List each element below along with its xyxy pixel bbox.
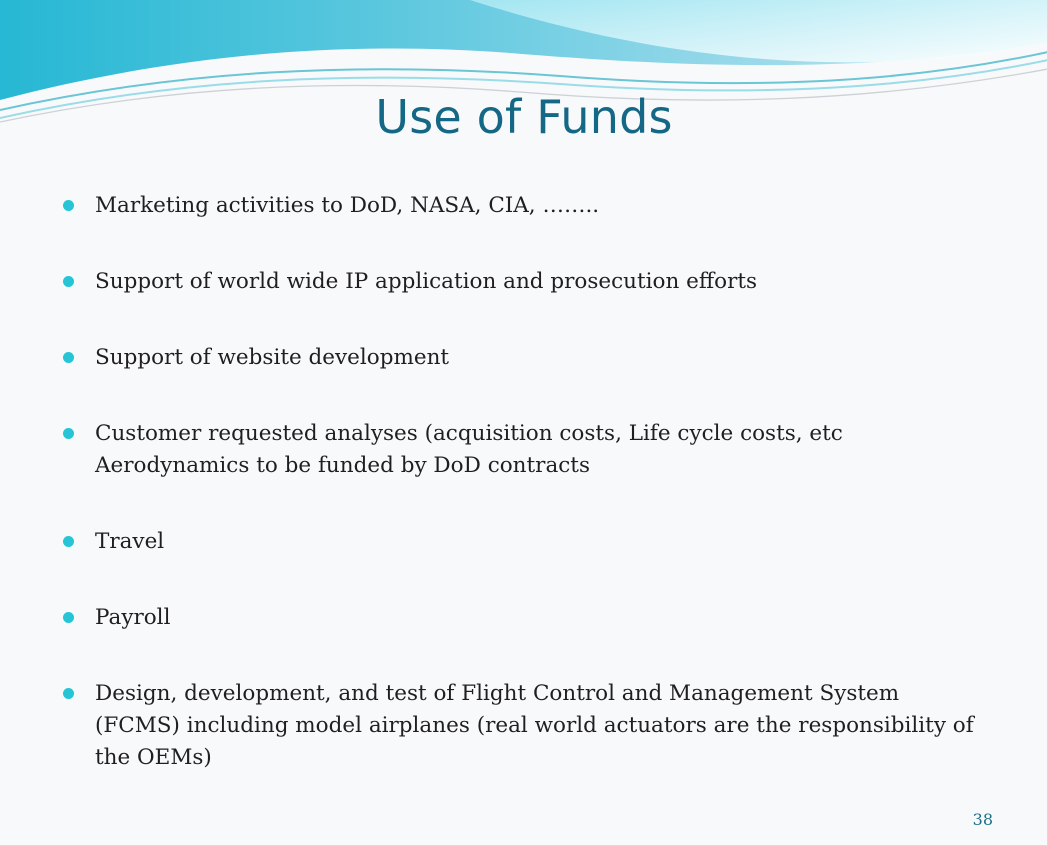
bullet-icon	[63, 428, 74, 439]
bullet-icon	[63, 352, 74, 363]
page-number: 38	[972, 810, 993, 829]
bullet-text: Marketing activities to DoD, NASA, CIA, ……..	[95, 193, 600, 218]
bullet-text: Support of website development	[95, 345, 450, 370]
bullet-marketing	[60, 190, 990, 222]
bullet-text: Travel	[95, 529, 165, 554]
bullet-travel	[60, 526, 990, 558]
bullet-payroll	[60, 602, 990, 634]
bullet-text: Design, development, and test of Flight Control and Management System (FCMS) including model airplanes (real world actuators are the responsibility of the OEMs)	[95, 681, 974, 770]
bullet-icon	[63, 276, 74, 287]
funds-use-list	[60, 190, 990, 818]
bullet-text: Support of world wide IP application and prosecution efforts	[95, 269, 758, 294]
bullet-icon	[63, 688, 74, 699]
bullet-customer-analyses	[60, 418, 990, 482]
bullet-text: Payroll	[95, 605, 171, 630]
bullet-icon	[63, 536, 74, 547]
bullet-text: Customer requested analyses (acquisition costs, Life cycle costs, etc Aerodynamics to be funded by DoD contracts	[95, 421, 843, 478]
slide-title: Use of Funds	[375, 90, 673, 144]
bullet-website	[60, 342, 990, 374]
bullet-icon	[63, 612, 74, 623]
bullet-fcms	[60, 678, 990, 774]
bullet-ip-support	[60, 266, 990, 298]
bullet-icon	[63, 200, 74, 211]
